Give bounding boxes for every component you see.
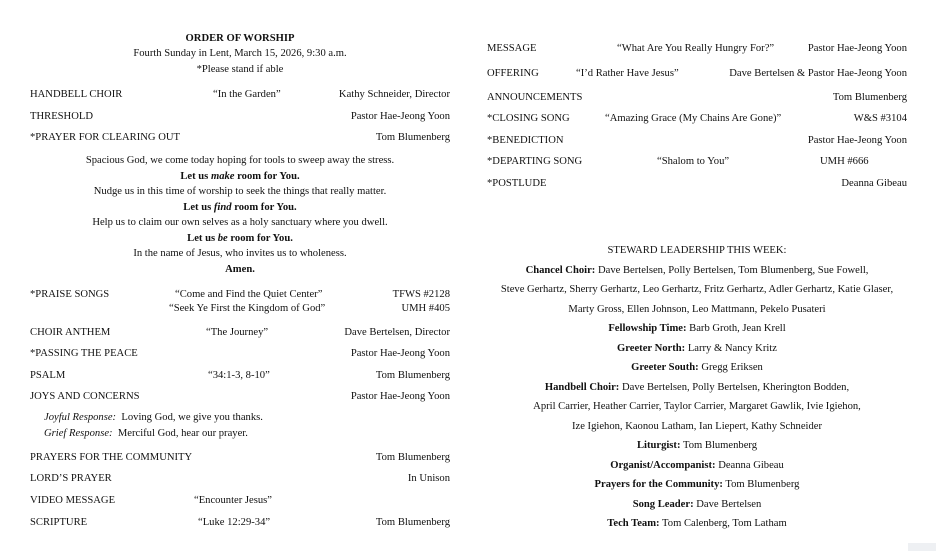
item-leader: Pastor Hae-Jeong Yoon bbox=[807, 135, 907, 146]
prayer-line: In the name of Jesus, who invites us to wholeness. bbox=[133, 248, 347, 259]
item-praise-songs bbox=[30, 288, 450, 316]
item-title: “Come and Find the Quiet Center” bbox=[175, 289, 323, 300]
item-leader: Pastor Hae-Jeong Yoon bbox=[807, 43, 907, 54]
item-label: SCRIPTURE bbox=[30, 517, 88, 528]
grief-response bbox=[44, 427, 248, 440]
steward-handbell-choir-cont: April Carrier, Heather Carrier, Taylor Carrier, Margaret Gawlik, Ivie Igiehon, bbox=[533, 401, 861, 412]
item-video-message bbox=[30, 494, 450, 508]
prayer-text bbox=[30, 153, 450, 277]
item-psalm bbox=[30, 369, 450, 383]
item-label: *PRAYER FOR CLEARING OUT bbox=[30, 132, 180, 143]
item-label: PRAYERS FOR THE COMMUNITY bbox=[30, 452, 193, 463]
item-label: HANDBELL CHOIR bbox=[30, 89, 123, 100]
item-passing-peace bbox=[30, 347, 450, 361]
item-announcements bbox=[487, 91, 907, 105]
item-label: MESSAGE bbox=[487, 43, 537, 54]
item-leader: Dave Bertelsen & Pastor Hae-Jeong Yoon bbox=[729, 68, 907, 79]
stand-note: *Please stand if able bbox=[196, 64, 284, 75]
steward-fellowship: Fellowship Time: Barb Groth, Jean Krell bbox=[608, 323, 786, 334]
item-label: VIDEO MESSAGE bbox=[30, 495, 116, 506]
item-title: “Encounter Jesus” bbox=[194, 495, 272, 506]
steward-song-leader: Song Leader: Dave Bertelsen bbox=[632, 498, 762, 510]
steward-chancel-choir: Chancel Choir: Dave Bertelsen, Polly Bertelsen, Tom Blumenberg, Sue Fowell, bbox=[525, 264, 869, 276]
item-title: “The Journey” bbox=[206, 327, 269, 338]
item-title: “Seek Ye First the Kingdom of God” bbox=[169, 303, 326, 314]
service-date: Fourth Sunday in Lent, March 15, 2026, 9:30 a.m. bbox=[133, 48, 347, 59]
item-lords-prayer bbox=[30, 472, 450, 486]
item-joys-concerns bbox=[30, 390, 450, 404]
item-prayer-clearing-out bbox=[30, 131, 450, 145]
steward-prayers: Prayers for the Community: Tom Blumenberg bbox=[594, 479, 800, 490]
page-title: ORDER OF WORSHIP bbox=[185, 33, 295, 44]
steward-chancel-choir-cont: Marty Gross, Ellen Johnson, Leo Mattmann, Pekelo Pusateri bbox=[568, 303, 826, 315]
item-title: “Amazing Grace (My Chains Are Gone)” bbox=[605, 113, 782, 124]
steward-leadership bbox=[487, 241, 907, 534]
item-leader: Tom Blumenberg bbox=[832, 92, 907, 103]
item-title: “34:1-3, 8-10” bbox=[208, 370, 270, 381]
hymn-number: W&S #3104 bbox=[853, 113, 907, 124]
response-label: Joyful Response: bbox=[44, 412, 117, 423]
item-choir-anthem bbox=[30, 326, 450, 340]
item-leader: Tom Blumenberg bbox=[375, 370, 450, 381]
item-message bbox=[487, 42, 907, 56]
item-title: “I’d Rather Have Jesus” bbox=[576, 68, 679, 79]
item-handbell-choir bbox=[30, 88, 450, 102]
item-closing-song bbox=[487, 112, 907, 126]
item-leader: Pastor Hae-Jeong Yoon bbox=[350, 348, 450, 359]
steward-greeter-north: Greeter North: Larry & Nancy Kritz bbox=[617, 342, 777, 354]
item-leader: Deanna Gibeau bbox=[841, 178, 907, 189]
item-title: “Luke 12:29-34” bbox=[198, 517, 271, 528]
item-label: *PASSING THE PEACE bbox=[30, 348, 138, 359]
prayer-response: Let us make room for You. bbox=[180, 170, 300, 182]
item-leader: In Unison bbox=[407, 473, 450, 484]
item-label: *BENEDICTION bbox=[487, 135, 564, 146]
prayer-line: Help us to claim our own selves as a holy sanctuary where you dwell. bbox=[92, 217, 388, 228]
item-scripture bbox=[30, 516, 450, 530]
item-leader: Pastor Hae-Jeong Yoon bbox=[350, 111, 450, 122]
hymn-number: UMH #405 bbox=[401, 303, 450, 314]
item-label: PSALM bbox=[30, 370, 66, 381]
item-label: *DEPARTING SONG bbox=[487, 156, 583, 167]
prayer-line: Spacious God, we come today hoping for tools to sweep away the stress. bbox=[85, 155, 395, 166]
item-departing-song bbox=[487, 155, 907, 169]
steward-liturgist: Liturgist: Tom Blumenberg bbox=[636, 440, 758, 451]
item-title: “In the Garden” bbox=[213, 89, 281, 100]
item-leader: Dave Bertelsen, Director bbox=[344, 327, 450, 338]
item-label: OFFERING bbox=[487, 68, 539, 79]
item-leader: Kathy Schneider, Director bbox=[338, 89, 450, 100]
item-offering bbox=[487, 67, 907, 81]
steward-heading: STEWARD LEADERSHIP THIS WEEK: bbox=[607, 245, 787, 256]
joyful-response bbox=[44, 411, 263, 424]
response-text: Loving God, we give you thanks. bbox=[121, 412, 263, 423]
steward-handbell-choir: Handbell Choir: Dave Bertelsen, Polly Bertelsen, Kherington Bodden, bbox=[544, 381, 850, 393]
item-label: THRESHOLD bbox=[30, 111, 93, 122]
item-label: CHOIR ANTHEM bbox=[30, 327, 111, 338]
page-corner bbox=[908, 543, 936, 551]
response-text: Merciful God, hear our prayer. bbox=[117, 428, 248, 439]
item-title: “Shalom to You” bbox=[657, 156, 730, 167]
prayer-line: Nudge us in this time of worship to seek the things that really matter. bbox=[93, 186, 387, 197]
prayer-response: Let us find room for You. bbox=[183, 201, 297, 213]
item-prayers-community bbox=[30, 451, 450, 465]
item-benediction bbox=[487, 134, 907, 148]
hymn-number: UMH #666 bbox=[820, 156, 869, 167]
item-label: ANNOUNCEMENTS bbox=[487, 92, 583, 103]
item-postlude bbox=[487, 177, 907, 191]
item-threshold bbox=[30, 110, 450, 124]
item-label: JOYS AND CONCERNS bbox=[30, 391, 140, 402]
item-label: *POSTLUDE bbox=[487, 178, 547, 189]
item-leader: Pastor Hae-Jeong Yoon bbox=[350, 391, 450, 402]
item-label: *PRAISE SONGS bbox=[30, 289, 110, 300]
response-label: Grief Response: bbox=[44, 428, 113, 439]
prayer-amen: Amen. bbox=[225, 263, 255, 275]
steward-organist: Organist/Accompanist: Deanna Gibeau bbox=[610, 459, 784, 471]
item-leader: Tom Blumenberg bbox=[375, 452, 450, 463]
hymn-number: TFWS #2128 bbox=[392, 289, 450, 300]
steward-greeter-south: Greeter South: Gregg Eriksen bbox=[631, 362, 763, 373]
item-label: *CLOSING SONG bbox=[487, 113, 570, 124]
item-title: “What Are You Really Hungry For?” bbox=[617, 43, 775, 54]
steward-tech-team: Tech Team: Tom Calenberg, Tom Latham bbox=[607, 518, 787, 529]
item-leader: Tom Blumenberg bbox=[375, 132, 450, 143]
item-label: LORD’S PRAYER bbox=[30, 473, 112, 484]
steward-handbell-choir-cont: Ize Igiehon, Kaonou Latham, Ian Liepert, Kathy Schneider bbox=[571, 420, 823, 432]
steward-chancel-choir-cont: Steve Gerhartz, Sherry Gerhartz, Leo Gerhartz, Fritz Gerhartz, Adler Gerhartz, Katie Glaser, bbox=[500, 284, 894, 295]
item-leader: Tom Blumenberg bbox=[375, 517, 450, 528]
prayer-response: Let us be room for You. bbox=[187, 232, 293, 244]
